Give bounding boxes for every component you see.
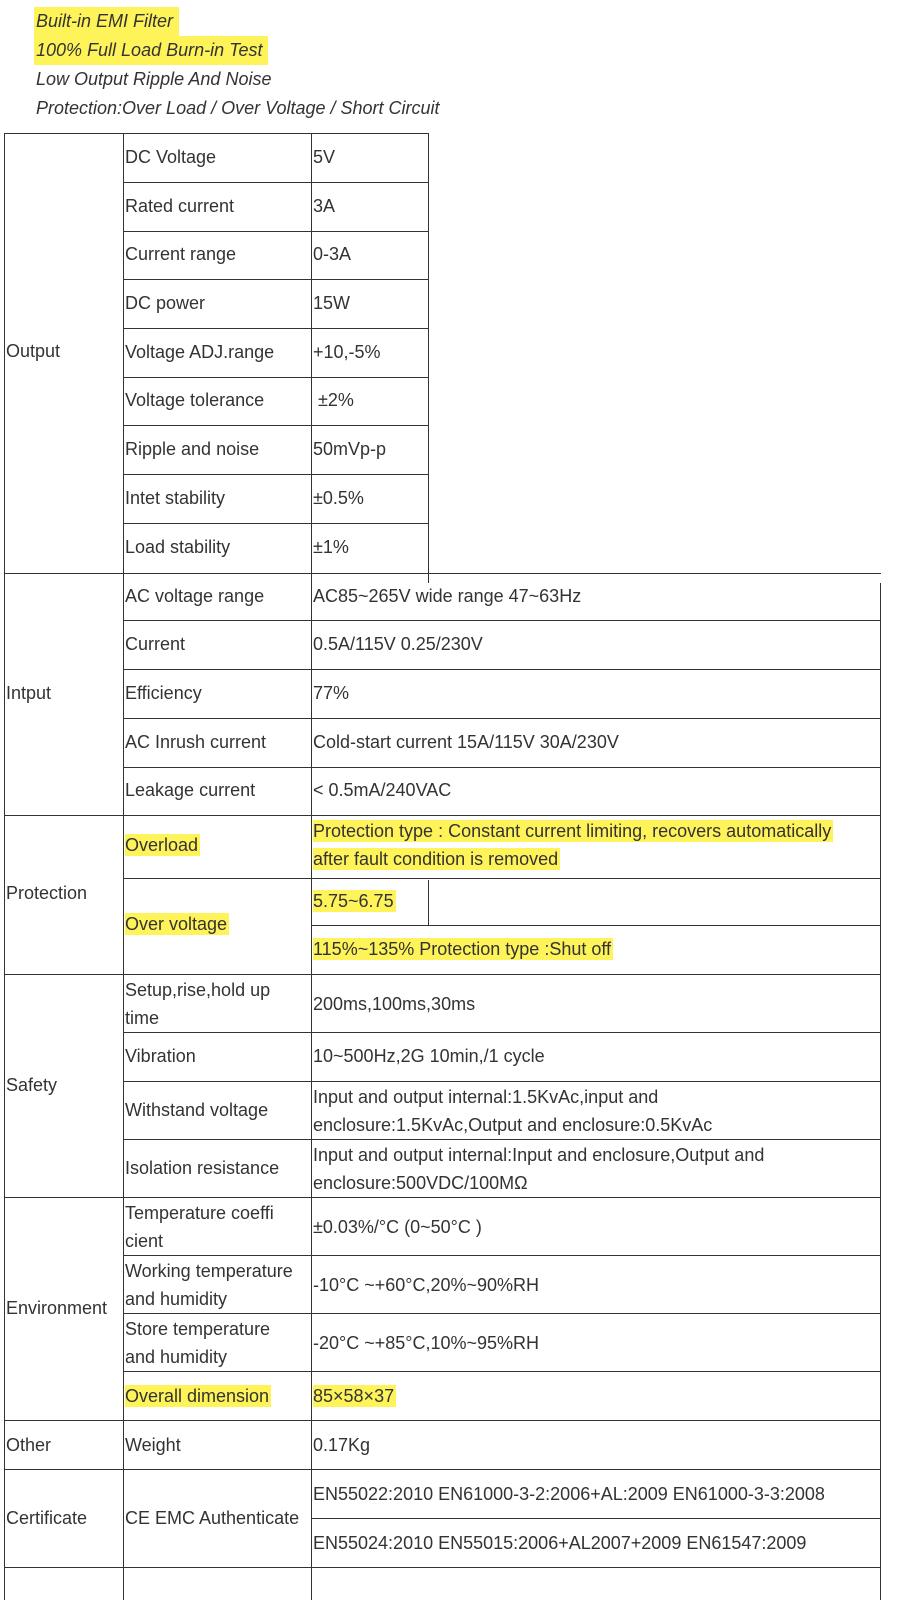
param-dc-voltage: DC Voltage — [125, 147, 217, 167]
row-line — [123, 767, 881, 768]
param-efficiency: Efficiency — [125, 683, 202, 703]
value-certificate-line-1: EN55022:2010 EN61000-3-2:2006+AL:2009 EN61000-3-3:2008 — [313, 1484, 825, 1504]
value-isolation-resistance: Input and output internal:Input and enclosure,Output and enclosure:500VDC/100MΩ — [313, 1145, 765, 1193]
section-label-environment: Environment — [6, 1298, 108, 1318]
param-over-voltage: Over voltage — [125, 914, 228, 934]
column-divider-2 — [311, 133, 312, 1600]
row-line — [123, 878, 881, 879]
param-overall-dimension: Overall dimension — [125, 1386, 270, 1406]
value-rated-current: 3A — [313, 196, 336, 216]
param-current-range: Current range — [125, 244, 237, 264]
row-line — [311, 925, 881, 926]
row-line — [123, 1255, 881, 1256]
param-withstand-voltage: Withstand voltage — [125, 1100, 269, 1120]
value-voltage-adj-range: +10,-5% — [313, 342, 381, 362]
value-overload: Protection type : Constant current limiting, recovers automatically after fault condition is removed — [313, 821, 832, 869]
param-ac-voltage-range: AC voltage range — [125, 586, 265, 606]
value-working-temperature: -10°C ~+60°C,20%~90%RH — [313, 1275, 540, 1295]
value-over-voltage-protection: 115%~135% Protection type :Shut off — [313, 939, 612, 959]
section-label-protection: Protection — [6, 883, 88, 903]
row-line — [123, 425, 429, 426]
row-line — [123, 474, 429, 475]
row-line — [123, 669, 881, 670]
row-line — [123, 328, 429, 329]
row-line — [123, 1081, 881, 1082]
value-dc-voltage: 5V — [313, 147, 336, 167]
value-current-range: 0-3A — [313, 244, 352, 264]
value-setup-rise-hold: 200ms,100ms,30ms — [313, 994, 476, 1014]
value-ripple-noise: 50mVp-p — [313, 439, 387, 459]
value-leakage-current: < 0.5mA/240VAC — [313, 780, 452, 800]
row-line — [123, 523, 429, 524]
row-line — [123, 1032, 881, 1033]
param-voltage-tolerance: Voltage tolerance — [125, 390, 265, 410]
row-line — [123, 182, 429, 183]
param-ripple-noise: Ripple and noise — [125, 439, 260, 459]
param-leakage-current: Leakage current — [125, 780, 256, 800]
row-line — [123, 231, 429, 232]
row-line — [123, 1313, 881, 1314]
row-line — [123, 377, 429, 378]
value-weight: 0.17Kg — [313, 1435, 371, 1455]
param-dc-power: DC power — [125, 293, 206, 313]
value-overall-dimension: 85×58×37 — [313, 1386, 395, 1406]
section-line — [4, 815, 881, 816]
section-line — [4, 974, 881, 975]
row-line — [123, 1371, 881, 1372]
param-input-current: Current — [125, 634, 186, 654]
param-ac-inrush-current: AC Inrush current — [125, 732, 267, 752]
table-border-right — [880, 583, 881, 1600]
output-value-border — [428, 133, 429, 583]
value-withstand-voltage: Input and output internal:1.5KvAc,input and enclosure:1.5KvAc,Output and enclosure:0.5KvAc — [313, 1087, 713, 1135]
value-ac-voltage-range: AC85~265V wide range 47~63Hz — [313, 586, 582, 606]
value-input-current: 0.5A/115V 0.25/230V — [313, 634, 483, 654]
section-label-certificate: Certificate — [6, 1508, 88, 1528]
value-vibration: 10~500Hz,2G 10min,/1 cycle — [313, 1046, 545, 1066]
over-voltage-split — [428, 880, 429, 925]
param-intet-stability: Intet stability — [125, 488, 226, 508]
value-store-temperature: -20°C ~+85°C,10%~95%RH — [313, 1333, 540, 1353]
feature-burn-in-test: 100% Full Load Burn-in Test — [34, 36, 268, 65]
section-label-output: Output — [6, 341, 61, 361]
value-over-voltage-range: 5.75~6.75 — [313, 891, 394, 911]
value-load-stability: ±1% — [313, 537, 349, 557]
feature-low-ripple: Low Output Ripple And Noise — [36, 69, 272, 89]
value-ac-inrush-current: Cold-start current 15A/115V 30A/230V — [313, 732, 619, 752]
section-label-input: Intput — [6, 683, 52, 703]
row-line — [311, 1518, 881, 1519]
section-line — [4, 1469, 881, 1470]
section-line — [4, 1420, 881, 1421]
table-border-left — [4, 133, 5, 1600]
table-border-top — [4, 133, 429, 134]
section-line — [4, 1197, 881, 1198]
section-label-other: Other — [6, 1435, 52, 1455]
param-weight: Weight — [125, 1435, 181, 1455]
param-rated-current: Rated current — [125, 196, 235, 216]
param-setup-rise-hold: Setup,rise,hold up time — [125, 980, 271, 1028]
feature-emi-filter: Built-in EMI Filter — [34, 7, 179, 36]
value-dc-power: 15W — [313, 293, 351, 313]
param-load-stability: Load stability — [125, 537, 231, 557]
feature-protection: Protection:Over Load / Over Voltage / Short Circuit — [36, 98, 440, 118]
param-working-temperature: Working temperature and humidity — [125, 1261, 293, 1309]
param-vibration: Vibration — [125, 1046, 196, 1066]
param-ce-emc-authenticate: CE EMC Authenticate — [125, 1508, 300, 1528]
row-line — [123, 620, 881, 621]
column-divider-1 — [123, 133, 124, 1600]
param-isolation-resistance: Isolation resistance — [125, 1158, 280, 1178]
section-label-safety: Safety — [6, 1075, 58, 1095]
param-temperature-coefficient: Temperature coeffi cient — [125, 1203, 274, 1251]
row-line — [123, 1139, 881, 1140]
value-temperature-coefficient: ±0.03%/°C (0~50°C ) — [313, 1217, 482, 1237]
table-border-bottom — [4, 1567, 881, 1568]
value-efficiency: 77% — [313, 683, 350, 703]
row-line — [123, 279, 429, 280]
section-line — [4, 573, 881, 574]
param-overload: Overload — [125, 835, 199, 855]
value-certificate-line-2: EN55024:2010 EN55015:2006+AL2007+2009 EN61547:2009 — [313, 1533, 807, 1553]
value-voltage-tolerance: ±2% — [313, 390, 354, 410]
param-voltage-adj-range: Voltage ADJ.range — [125, 342, 275, 362]
param-store-temperature: Store temperature and humidity — [125, 1319, 271, 1367]
value-intet-stability: ±0.5% — [313, 488, 364, 508]
row-line — [123, 718, 881, 719]
